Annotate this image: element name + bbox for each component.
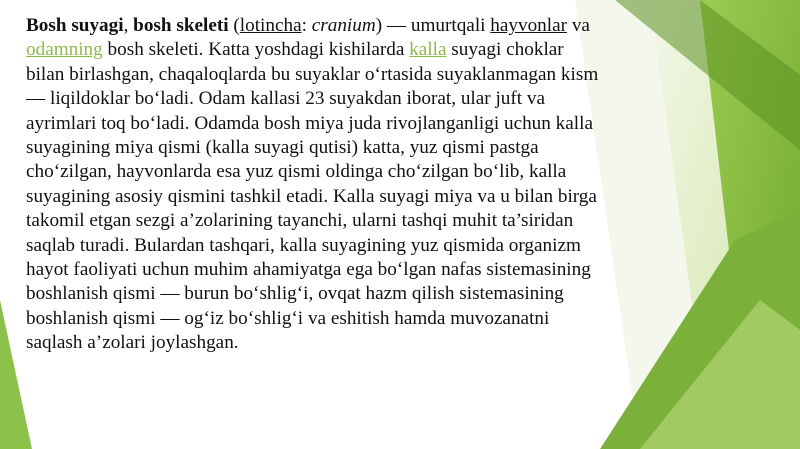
link-odamning[interactable]: odamning (26, 39, 103, 61)
conjunction-va: va (567, 15, 590, 36)
term-bosh-suyagi: Bosh suyagi (26, 15, 124, 36)
term-bosh-skeleti: bosh skeleti (133, 15, 229, 36)
link-kalla[interactable]: kalla (409, 39, 447, 61)
link-lotincha[interactable]: lotincha (239, 15, 302, 36)
link-hayvonlar[interactable]: hayvonlar (490, 15, 568, 36)
paren-open: ( (228, 15, 240, 36)
latin-term-cranium: cranium (311, 15, 376, 36)
comma-separator: , (123, 15, 134, 36)
article-body-text: suyagi choklar bilan birlashgan, chaqaloqlarda bu suyaklar o‘rtasida suyaklanmagan kism — liqildoklar bo‘ladi. Odam kallasi 23 suyakdan iborat, ular juft va ayrimlari toq bo‘ladi. Odamda bosh miya juda rivojlanganligi uchun kalla suyagining miya qismi (kalla suyagi qutisi) katta, yuz qismi pastga cho‘zilgan, hayvonlarda esa yuz qismi oldinga cho‘zilgan bo‘lib, kalla suyagining asosiy qismini tashkil etadi. Kalla suyagi miya va u bilan birga takomil etgan sezgi a’zolarining tayanchi, ularni tashqi muhit ta’siridan saqlab turadi. Bulardan tashqari, kalla suyagining yuz qismida organizm hayot faoliyati uchun muhim ahamiyatga ega bo‘lgan nafas sistemasining boshlanish qismi — burun bo‘shlig‘i, ovqat hazm qilish sistemasining boshlanish qismi — og‘iz bo‘shlig‘i va eshitish hamda muvozanatni saqlash a’zolari joylashgan. (26, 39, 599, 354)
article-paragraph (26, 14, 602, 356)
colon-separator: : (301, 15, 312, 36)
after-human-text: bosh skeleti. Katta yoshdagi kishilarda (102, 39, 410, 61)
after-latin-text: ) — umurtqali (375, 15, 491, 36)
